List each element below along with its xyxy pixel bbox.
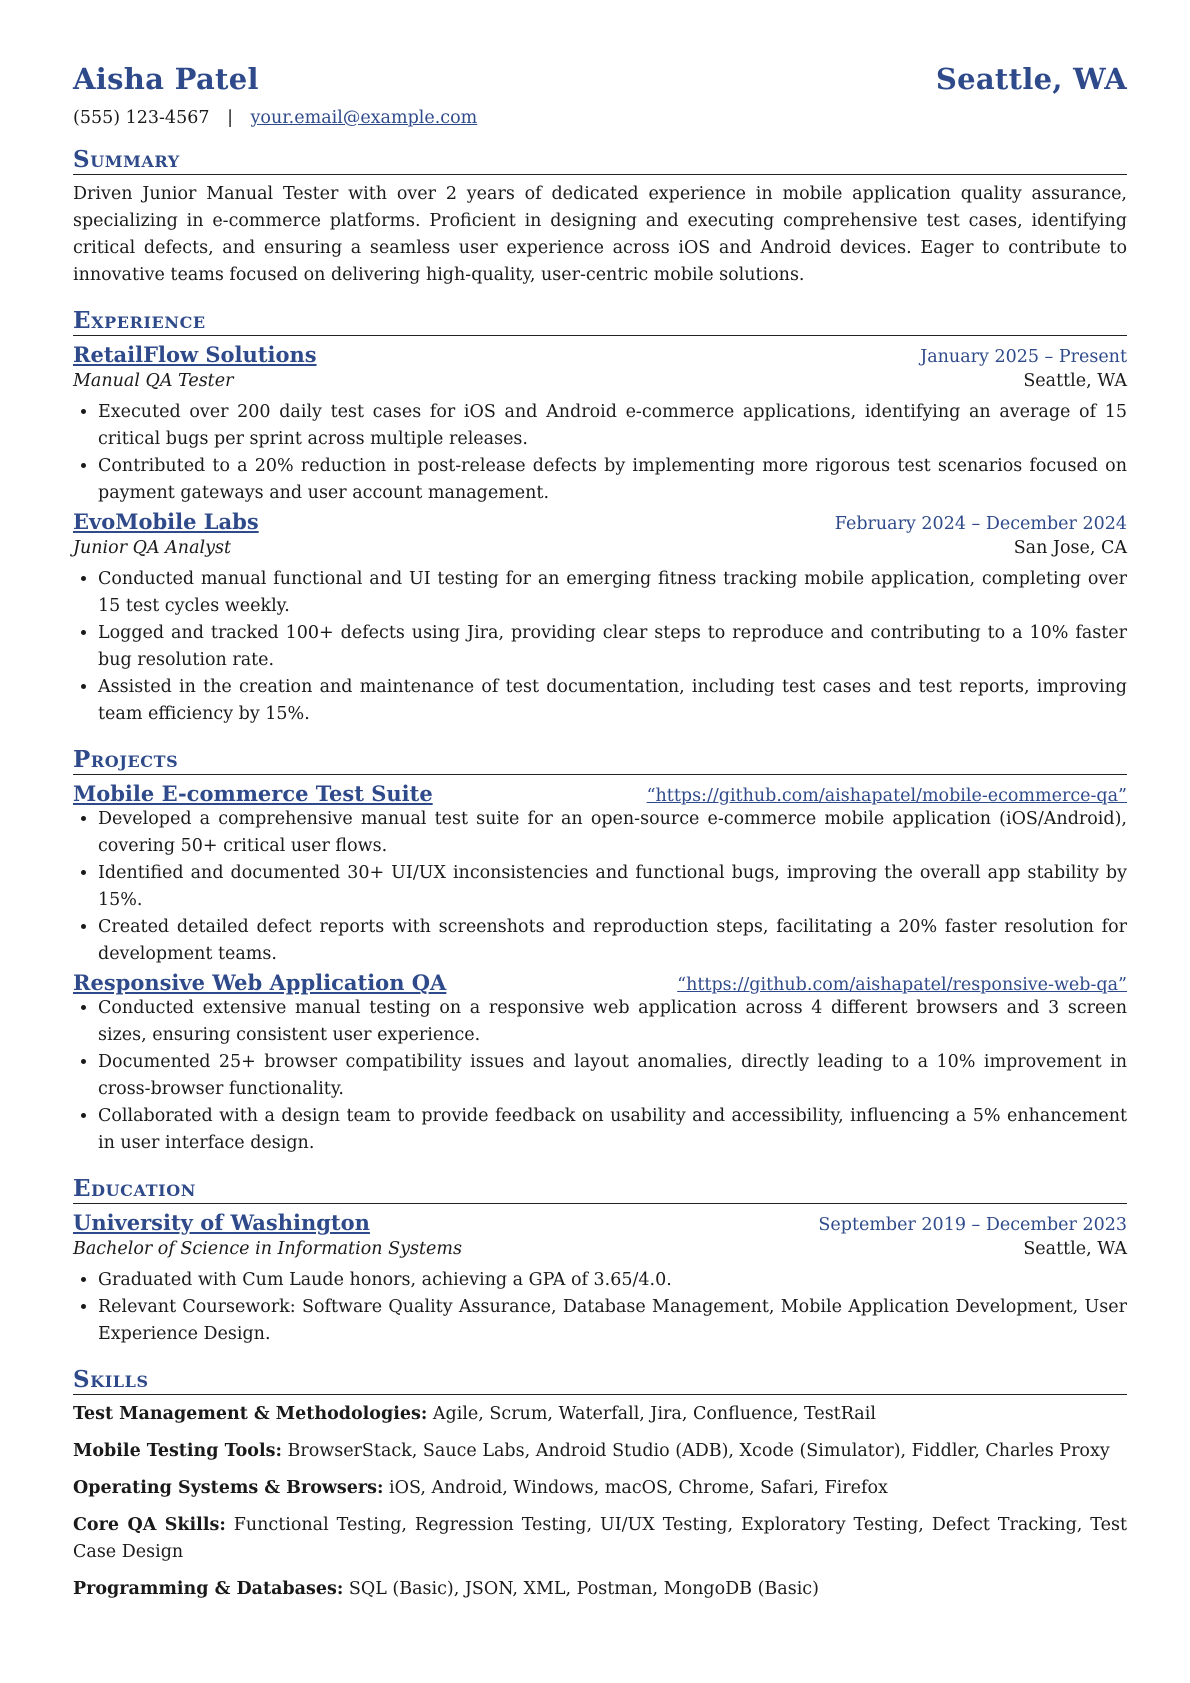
summary-text: Driven Junior Manual Tester with over 2 years of dedicated experience in mobile application quality assurance, specializing in e-commerce platforms. Proficient in designing and executing comprehensive test cases, identifying critical defects, and ensuring a seamless user experience across iOS and Android devices. Eager to contribute to innovative teams focused on delivering high-quality, user-centric mobile solutions.: [73, 184, 1127, 285]
skill-value: iOS, Android, Windows, macOS, Chrome, Safari, Firefox: [389, 1478, 888, 1498]
bullet-item: • Conducted manual functional and UI testing for an emerging fitness tracking mobile application, completing over 15 test cycles weekly.: [98, 566, 1127, 620]
project-entry: [73, 970, 1127, 1157]
skill-value: Agile, Scrum, Waterfall, Jira, Confluence, TestRail: [432, 1404, 876, 1424]
bullet-list: [73, 399, 1127, 507]
experience-section: [73, 307, 1127, 728]
project-entry: [73, 781, 1127, 968]
bullet-list: [73, 806, 1127, 968]
skills-list: [73, 1401, 1127, 1603]
skill-line: [73, 1401, 1127, 1428]
section-title-skills: Skills: [73, 1366, 1127, 1395]
bullet-item: • Executed over 200 daily test cases for iOS and Android e-commerce applications, identifying an average of 15 critical bugs per sprint across multiple releases.: [98, 399, 1127, 453]
bullet-item: • Documented 25+ browser compatibility issues and layout anomalies, directly leading to a 10% improvement in cross-browser functionality.: [98, 1049, 1127, 1103]
school-location: Seattle, WA: [1023, 1239, 1127, 1259]
project-name-link[interactable]: Mobile E-commerce Test Suite: [73, 781, 433, 806]
bullet-item: • Identified and documented 30+ UI/UX inconsistencies and functional bugs, improving the overall app stability by 15%.: [98, 860, 1127, 914]
education-entry: [73, 1210, 1127, 1348]
experience-entry: [73, 509, 1127, 728]
section-title-summary: Summary: [73, 146, 1127, 175]
bullet-item: • Collaborated with a design team to provide feedback on usability and accessibility, influencing a 5% enhancement in user interface design.: [98, 1103, 1127, 1157]
bullet-item: • Assisted in the creation and maintenance of test documentation, including test cases and test reports, improving team efficiency by 15%.: [98, 674, 1127, 728]
skill-label: Operating Systems & Browsers:: [73, 1478, 384, 1498]
bullet-item: • Conducted extensive manual testing on a responsive web application across 4 different browsers and 3 screen sizes, ensuring consistent user experience.: [98, 995, 1127, 1049]
education-section: [73, 1175, 1127, 1348]
candidate-name: Aisha Patel: [73, 62, 259, 96]
project-repo-link[interactable]: “https://github.com/aishapatel/responsive-web-qa”: [677, 975, 1127, 995]
skill-line: [73, 1438, 1127, 1465]
school-link[interactable]: University of Washington: [73, 1210, 370, 1235]
skill-value: SQL (Basic), JSON, XML, Postman, MongoDB (Basic): [348, 1579, 819, 1599]
skill-line: [73, 1475, 1127, 1502]
experience-entry: [73, 342, 1127, 507]
section-title-projects: Projects: [73, 746, 1127, 775]
skill-line: [73, 1576, 1127, 1603]
bullet-item: • Created detailed defect reports with screenshots and reproduction steps, facilitating a 20% faster resolution for development teams.: [98, 914, 1127, 968]
phone-number: (555) 123-4567: [73, 108, 210, 128]
job-location: San Jose, CA: [1013, 538, 1127, 558]
projects-section: [73, 746, 1127, 1157]
bullet-item: • Developed a comprehensive manual test suite for an open-source e-commerce mobile application (iOS/Android), covering 50+ critical user flows.: [98, 806, 1127, 860]
contact-line: [73, 108, 1127, 128]
section-title-education: Education: [73, 1175, 1127, 1204]
bullet-list: [73, 1267, 1127, 1348]
resume-content: [73, 62, 1127, 1603]
bullet-list: [73, 566, 1127, 728]
job-location: Seattle, WA: [1023, 371, 1127, 391]
bullet-item: • Contributed to a 20% reduction in post-release defects by implementing more rigorous test scenarios focused on payment gateways and user account management.: [98, 453, 1127, 507]
company-link[interactable]: RetailFlow Solutions: [73, 342, 317, 367]
education-dates: September 2019 – December 2023: [818, 1215, 1127, 1235]
skill-value: BrowserStack, Sauce Labs, Android Studio (ADB), Xcode (Simulator), Fiddler, Charles Proxy: [287, 1441, 1110, 1461]
skill-label: Test Management & Methodologies:: [73, 1404, 428, 1424]
company-link[interactable]: EvoMobile Labs: [73, 509, 259, 534]
job-title: Junior QA Analyst: [73, 538, 232, 558]
bullet-item: • Relevant Coursework: Software Quality Assurance, Database Management, Mobile Application Development, User Experience Design.: [98, 1294, 1127, 1348]
candidate-location: Seattle, WA: [935, 62, 1127, 96]
skill-line: [73, 1512, 1127, 1566]
bullet-item: • Logged and tracked 100+ defects using Jira, providing clear steps to reproduce and contributing to a 10% faster bug resolution rate.: [98, 620, 1127, 674]
contact-separator: |: [227, 108, 233, 128]
degree: Bachelor of Science in Information Systems: [73, 1239, 462, 1259]
email-link[interactable]: your.email@example.com: [250, 108, 478, 128]
header: [73, 62, 1127, 96]
skill-label: Core QA Skills:: [73, 1515, 226, 1535]
section-title-experience: Experience: [73, 307, 1127, 336]
summary-section: [73, 146, 1127, 289]
project-name-link[interactable]: Responsive Web Application QA: [73, 970, 447, 995]
employment-dates: January 2025 – Present: [920, 347, 1127, 367]
project-repo-link[interactable]: “https://github.com/aishapatel/mobile-ecommerce-qa”: [646, 786, 1127, 806]
skills-section: [73, 1366, 1127, 1603]
skill-label: Programming & Databases:: [73, 1579, 344, 1599]
bullet-list: [73, 995, 1127, 1157]
job-title: Manual QA Tester: [73, 371, 234, 391]
skill-label: Mobile Testing Tools:: [73, 1441, 282, 1461]
bullet-item: • Graduated with Cum Laude honors, achieving a GPA of 3.65/4.0.: [98, 1267, 1127, 1294]
employment-dates: February 2024 – December 2024: [834, 514, 1127, 534]
skill-value: Functional Testing, Regression Testing, UI/UX Testing, Exploratory Testing, Defect Tracking, Test Case Design: [73, 1515, 1127, 1562]
